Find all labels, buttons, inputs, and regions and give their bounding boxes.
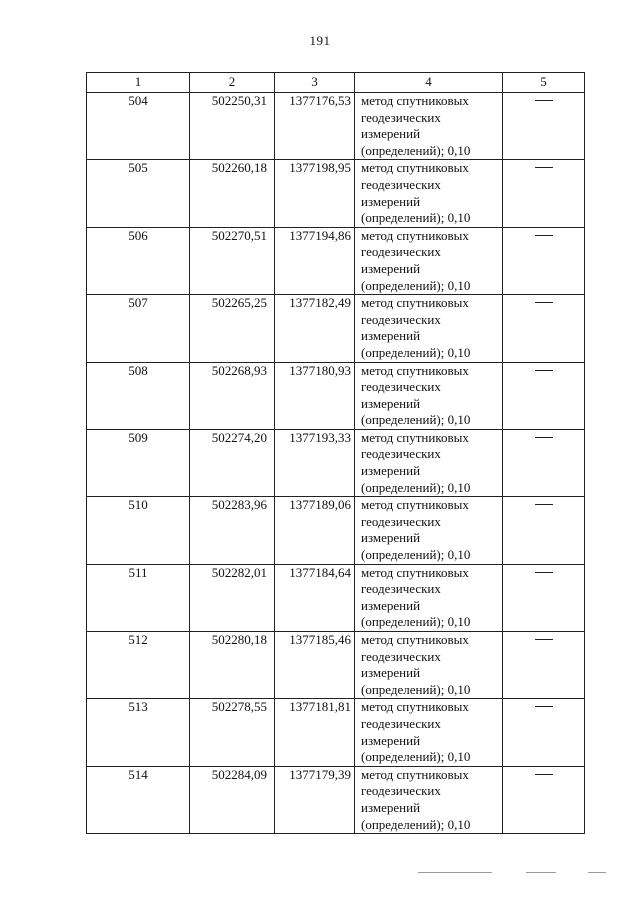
table-header-row bbox=[87, 73, 585, 93]
table-row bbox=[87, 93, 585, 160]
method-text-line: геодезических bbox=[361, 446, 441, 462]
method-text-line: измерений bbox=[361, 799, 421, 815]
note-cell bbox=[503, 766, 585, 833]
method-text-line: измерений bbox=[361, 260, 421, 276]
y-coordinate-cell: 1377184,64 bbox=[275, 564, 355, 631]
table-row bbox=[87, 632, 585, 699]
table-row bbox=[87, 497, 585, 564]
y-coordinate-cell: 1377194,86 bbox=[275, 227, 355, 294]
method-text-line: геодезических bbox=[361, 648, 441, 664]
note-dash bbox=[535, 235, 553, 236]
method-text-line: метод спутниковых bbox=[361, 699, 469, 715]
note-cell bbox=[503, 632, 585, 699]
table-row bbox=[87, 227, 585, 294]
note-dash bbox=[535, 100, 553, 101]
y-coordinate-cell: 1377179,39 bbox=[275, 766, 355, 833]
method-text-line: метод спутниковых bbox=[361, 429, 469, 445]
point-number-cell: 508 bbox=[87, 362, 190, 429]
point-number-cell: 511 bbox=[87, 564, 190, 631]
note-cell bbox=[503, 497, 585, 564]
y-coordinate-cell: 1377185,46 bbox=[275, 632, 355, 699]
table-row bbox=[87, 362, 585, 429]
method-cell bbox=[355, 429, 503, 496]
x-coordinate-cell: 502282,01 bbox=[190, 564, 275, 631]
method-text-line: (определений); 0,10 bbox=[361, 277, 471, 293]
point-number-cell: 507 bbox=[87, 295, 190, 362]
method-text-line: метод спутниковых bbox=[361, 497, 469, 513]
column-header-1: 1 bbox=[87, 73, 190, 93]
method-text-line: (определений); 0,10 bbox=[361, 547, 471, 563]
y-coordinate-cell: 1377176,53 bbox=[275, 93, 355, 160]
point-number-cell: 514 bbox=[87, 766, 190, 833]
note-dash bbox=[535, 437, 553, 438]
method-text-line: геодезических bbox=[361, 783, 441, 799]
note-cell bbox=[503, 227, 585, 294]
table-row bbox=[87, 160, 585, 227]
note-dash bbox=[535, 572, 553, 573]
method-text-line: метод спутниковых bbox=[361, 93, 469, 108]
method-text-line: измерений bbox=[361, 193, 421, 209]
method-text-line: (определений); 0,10 bbox=[361, 614, 471, 630]
table-row bbox=[87, 564, 585, 631]
x-coordinate-cell: 502268,93 bbox=[190, 362, 275, 429]
method-text-line: (определений); 0,10 bbox=[361, 816, 471, 832]
note-cell bbox=[503, 160, 585, 227]
table-row bbox=[87, 766, 585, 833]
method-text-line: (определений); 0,10 bbox=[361, 749, 471, 765]
method-text-line: (определений); 0,10 bbox=[361, 412, 471, 428]
x-coordinate-cell: 502265,25 bbox=[190, 295, 275, 362]
x-coordinate-cell: 502270,51 bbox=[190, 227, 275, 294]
coordinates-table bbox=[86, 72, 585, 834]
x-coordinate-cell: 502250,31 bbox=[190, 93, 275, 160]
table-row bbox=[87, 699, 585, 766]
method-text-line: геодезических bbox=[361, 311, 441, 327]
method-text-line: измерений bbox=[361, 597, 421, 613]
method-cell bbox=[355, 564, 503, 631]
table-row bbox=[87, 429, 585, 496]
note-cell bbox=[503, 362, 585, 429]
method-text-line: геодезических bbox=[361, 715, 441, 731]
note-dash bbox=[535, 302, 553, 303]
note-cell bbox=[503, 699, 585, 766]
y-coordinate-cell: 1377180,93 bbox=[275, 362, 355, 429]
method-text-line: метод спутниковых bbox=[361, 295, 469, 311]
method-text-line: измерений bbox=[361, 328, 421, 344]
method-text-line: геодезических bbox=[361, 379, 441, 395]
page-number: 191 bbox=[309, 33, 331, 48]
method-text-line: геодезических bbox=[361, 244, 441, 260]
point-number-cell: 512 bbox=[87, 632, 190, 699]
method-text-line: (определений); 0,10 bbox=[361, 344, 471, 360]
y-coordinate-cell: 1377189,06 bbox=[275, 497, 355, 564]
note-dash bbox=[535, 706, 553, 707]
footer-scan-marks bbox=[418, 872, 618, 874]
point-number-cell: 504 bbox=[87, 93, 190, 160]
y-coordinate-cell: 1377193,33 bbox=[275, 429, 355, 496]
method-text-line: геодезических bbox=[361, 513, 441, 529]
note-dash bbox=[535, 774, 553, 775]
method-text-line: метод спутниковых bbox=[361, 227, 469, 243]
method-text-line: метод спутниковых bbox=[361, 362, 469, 378]
method-cell bbox=[355, 93, 503, 160]
point-number-cell: 513 bbox=[87, 699, 190, 766]
note-dash bbox=[535, 639, 553, 640]
method-text-line: (определений); 0,10 bbox=[361, 479, 471, 495]
note-cell bbox=[503, 564, 585, 631]
method-text-line: геодезических bbox=[361, 176, 441, 192]
note-cell bbox=[503, 295, 585, 362]
method-cell bbox=[355, 497, 503, 564]
method-cell bbox=[355, 227, 503, 294]
method-text-line: метод спутниковых bbox=[361, 766, 469, 782]
method-cell bbox=[355, 766, 503, 833]
note-cell bbox=[503, 429, 585, 496]
method-text-line: измерений bbox=[361, 732, 421, 748]
note-cell bbox=[503, 93, 585, 160]
method-text-line: измерений bbox=[361, 530, 421, 546]
column-header-2: 2 bbox=[190, 73, 275, 93]
method-cell bbox=[355, 362, 503, 429]
column-header-3: 3 bbox=[275, 73, 355, 93]
y-coordinate-cell: 1377182,49 bbox=[275, 295, 355, 362]
x-coordinate-cell: 502274,20 bbox=[190, 429, 275, 496]
x-coordinate-cell: 502283,96 bbox=[190, 497, 275, 564]
method-cell bbox=[355, 160, 503, 227]
method-text-line: метод спутниковых bbox=[361, 564, 469, 580]
note-dash bbox=[535, 504, 553, 505]
method-text-line: (определений); 0,10 bbox=[361, 210, 471, 226]
note-dash bbox=[535, 167, 553, 168]
point-number-cell: 510 bbox=[87, 497, 190, 564]
method-text-line: измерений bbox=[361, 463, 421, 479]
method-text-line: измерений bbox=[361, 665, 421, 681]
point-number-cell: 509 bbox=[87, 429, 190, 496]
method-cell bbox=[355, 632, 503, 699]
method-text-line: метод спутниковых bbox=[361, 160, 469, 176]
method-cell bbox=[355, 699, 503, 766]
method-text-line: геодезических bbox=[361, 581, 441, 597]
method-text-line: метод спутниковых bbox=[361, 632, 469, 647]
column-header-4: 4 bbox=[355, 73, 503, 93]
y-coordinate-cell: 1377181,81 bbox=[275, 699, 355, 766]
note-dash bbox=[535, 370, 553, 371]
column-header-5: 5 bbox=[503, 73, 585, 93]
point-number-cell: 505 bbox=[87, 160, 190, 227]
x-coordinate-cell: 502284,09 bbox=[190, 766, 275, 833]
x-coordinate-cell: 502278,55 bbox=[190, 699, 275, 766]
method-text-line: геодезических bbox=[361, 109, 441, 125]
table-row bbox=[87, 295, 585, 362]
method-text-line: (определений); 0,10 bbox=[361, 681, 471, 697]
method-text-line: измерений bbox=[361, 395, 421, 411]
method-text-line: (определений); 0,10 bbox=[361, 142, 471, 158]
table-body bbox=[87, 93, 585, 834]
method-text-line: измерений bbox=[361, 126, 421, 142]
x-coordinate-cell: 502280,18 bbox=[190, 632, 275, 699]
y-coordinate-cell: 1377198,95 bbox=[275, 160, 355, 227]
x-coordinate-cell: 502260,18 bbox=[190, 160, 275, 227]
method-cell bbox=[355, 295, 503, 362]
point-number-cell: 506 bbox=[87, 227, 190, 294]
